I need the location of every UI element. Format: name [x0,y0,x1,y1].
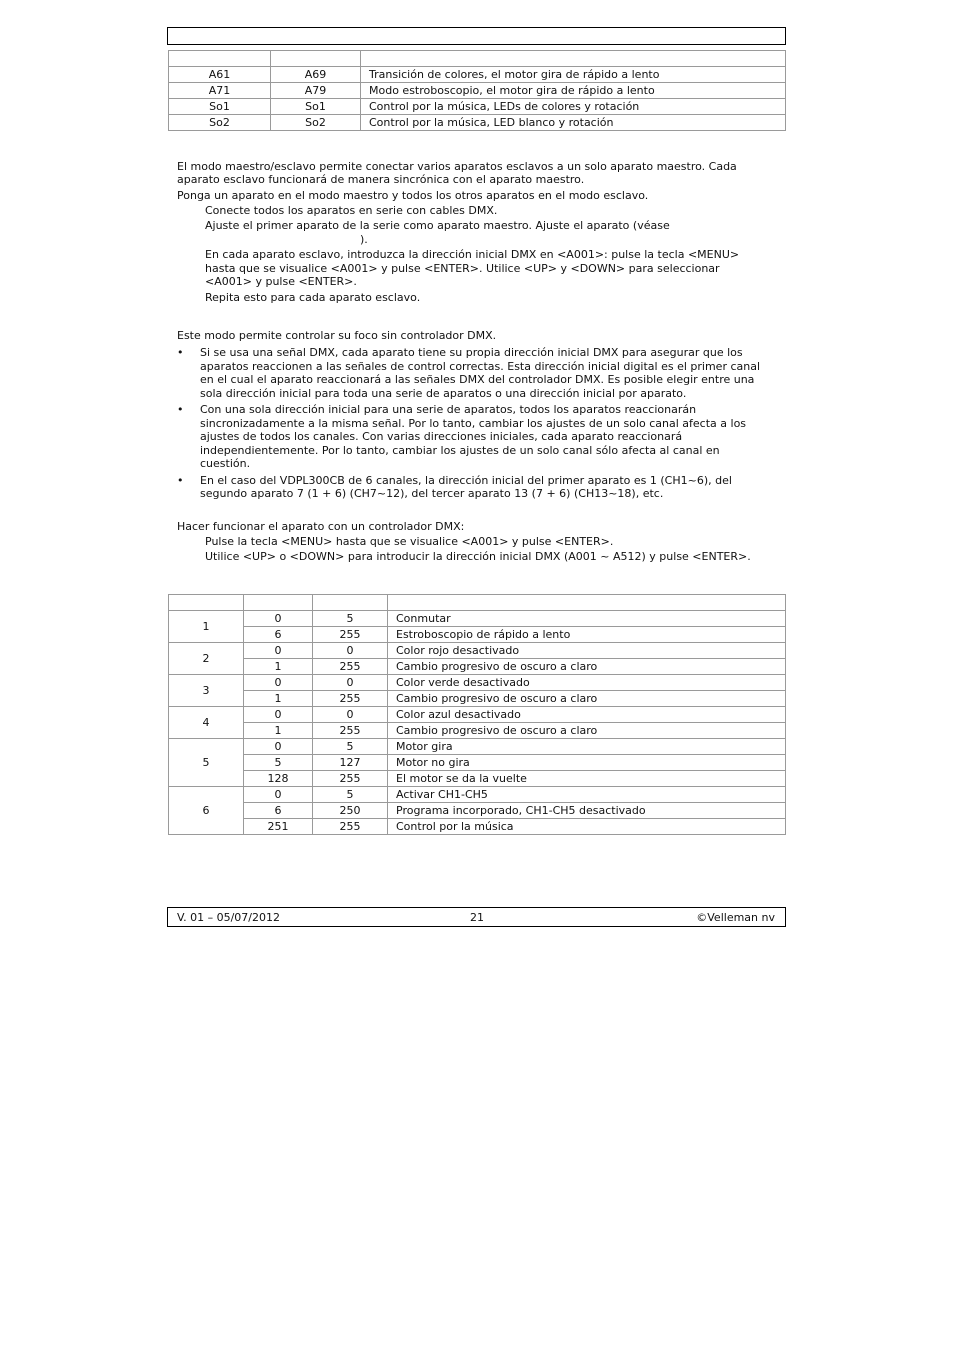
dmx-bullet-list [177,346,777,504]
table-cell: A61 [169,67,271,83]
table-row [169,99,786,115]
list-item [177,346,777,400]
table-cell: 0 [313,675,388,691]
table-row [169,739,786,755]
bullet-line: segundo aparato 7 (1 + 6) (CH7~12), del tercer aparato 13 (7 + 6) (CH13~18), etc. [200,487,664,500]
table-cell: 0 [244,675,313,691]
table-row [169,723,786,739]
table-cell: 0 [244,787,313,803]
table-row [169,755,786,771]
master-slave-intro-line-2: aparato esclavo funcionará de manera sincrónica con el aparato maestro. [177,173,585,186]
table-cell: 0 [313,643,388,659]
master-slave-intro-line-1: El modo maestro/esclavo permite conectar varios aparatos esclavos a un solo aparato maestro. Cada [177,160,737,173]
dmx-channels-table [168,594,786,835]
channel-cell: 3 [169,675,244,707]
controller-step-1: Pulse la tecla <MENU> hasta que se visualice <A001> y pulse <ENTER>. [205,535,614,548]
table-cell: 0 [244,739,313,755]
table-cell [169,595,244,611]
controller-step-2: Utilice <UP> o <DOWN> para introducir la dirección inicial DMX (A001 ~ A512) y pulse <ENTER>. [205,550,751,563]
table-cell: Conmutar [388,611,786,627]
table-cell: 5 [313,739,388,755]
bullet-line: Con una sola dirección inicial para una serie de aparatos, todos los aparatos reaccionarán [200,403,697,416]
footer-version: V. 01 – 05/07/2012 [177,911,280,924]
table-row [169,595,786,611]
bullet-icon: • [177,403,184,416]
table-cell: 0 [244,707,313,723]
table-cell: Estroboscopio de rápido a lento [388,627,786,643]
master-slave-step-3-line-3: <A001> y pulse <ENTER>. [205,275,357,288]
table-row [169,675,786,691]
table-cell: 255 [313,627,388,643]
table-cell: 0 [244,643,313,659]
table-cell [169,51,271,67]
table-cell [361,51,786,67]
table-cell [313,595,388,611]
channel-cell: 4 [169,707,244,739]
table-cell: Cambio progresivo de oscuro a claro [388,659,786,675]
channel-cell: 5 [169,739,244,787]
master-slave-step-3-line-1: En cada aparato esclavo, introduzca la dirección inicial DMX en <A001>: pulse la tecla <MENU> [205,248,740,261]
table-cell: 128 [244,771,313,787]
table-cell: 6 [244,627,313,643]
table-row [169,819,786,835]
footer-page-number: 21 [470,911,484,924]
master-slave-step-2-line-1: Ajuste el primer aparato de la serie como aparato maestro. Ajuste el aparato (véase [205,219,670,232]
table-cell: 255 [313,691,388,707]
table-row [169,803,786,819]
table-cell: 0 [244,611,313,627]
table-row [169,643,786,659]
channel-cell: 1 [169,611,244,643]
table-cell: A69 [271,67,361,83]
bullet-icon: • [177,473,184,487]
table-cell: 255 [313,819,388,835]
master-slave-step-1: Conecte todos los aparatos en serie con cables DMX. [205,204,498,217]
table-cell: So2 [169,115,271,131]
controller-intro: Hacer funcionar el aparato con un controlador DMX: [177,520,465,533]
table-cell: Color rojo desactivado [388,643,786,659]
table-cell: Cambio progresivo de oscuro a claro [388,691,786,707]
bullet-line: sincronizadamente a la misma señal. Por lo tanto, cambiar los ajustes de un solo canal afecta a los [200,416,747,430]
table-cell: 0 [313,707,388,723]
table-cell: Cambio progresivo de oscuro a claro [388,723,786,739]
master-slave-step-3-line-2: hasta que se visualice <A001> y pulse <ENTER>. Utilice <UP> y <DOWN> para seleccionar [205,262,720,275]
bullet-line: cuestión. [200,457,251,470]
bullet-line: Si se usa una señal DMX, cada aparato tiene su propia dirección inicial DMX para asegurar que los [200,346,743,359]
table-cell: So1 [271,99,361,115]
modes-table [168,50,786,131]
bullet-line: en el cual el aparato reaccionará a las señales DMX del controlador DMX. Es posible elegir entre una [200,373,755,386]
table-cell: 255 [313,659,388,675]
page-footer [167,907,786,927]
table-cell: 5 [244,755,313,771]
footer-company: ©Velleman nv [696,911,775,924]
channel-cell: 2 [169,643,244,675]
table-cell: So2 [271,115,361,131]
list-item [177,403,777,471]
table-cell: 6 [244,803,313,819]
table-cell: 250 [313,803,388,819]
table-cell: Motor no gira [388,755,786,771]
table-cell: 1 [244,659,313,675]
table-cell: Transición de colores, el motor gira de rápido a lento [361,67,786,83]
table-row [169,659,786,675]
table-row [169,771,786,787]
bullet-line: En el caso del VDPL300CB de 6 canales, la dirección inicial del primer aparato es 1 (CH1~6), del [200,473,732,487]
table-cell: Modo estroboscopio, el motor gira de rápido a lento [361,83,786,99]
table-cell: A79 [271,83,361,99]
table-cell: 1 [244,723,313,739]
table-cell: Control por la música [388,819,786,835]
dmx-intro: Este modo permite controlar su foco sin controlador DMX. [177,329,497,342]
table-cell [271,51,361,67]
table-row [169,83,786,99]
table-cell [388,595,786,611]
table-cell: El motor se da la vuelte [388,771,786,787]
master-slave-step-2-line-2: ). [360,233,368,246]
bullet-line: independientemente. Por lo tanto, cambiar los ajustes de un solo canal sólo afecta al canal en [200,443,720,457]
page-header-box [167,27,786,45]
list-item [177,474,777,501]
table-cell: 5 [313,787,388,803]
table-cell: A71 [169,83,271,99]
table-cell: 5 [313,611,388,627]
table-cell: Control por la música, LED blanco y rotación [361,115,786,131]
table-row [169,115,786,131]
table-cell: 255 [313,723,388,739]
master-slave-intro-line-3: Ponga un aparato en el modo maestro y todos los otros aparatos en el modo esclavo. [177,189,649,202]
table-cell: 127 [313,755,388,771]
table-row [169,627,786,643]
table-cell: Programa incorporado, CH1-CH5 desactivado [388,803,786,819]
table-row [169,691,786,707]
table-cell: Color verde desactivado [388,675,786,691]
table-row [169,67,786,83]
table-cell: Activar CH1-CH5 [388,787,786,803]
table-cell: Motor gira [388,739,786,755]
table-cell: Control por la música, LEDs de colores y rotación [361,99,786,115]
bullet-icon: • [177,346,184,359]
channel-cell: 6 [169,787,244,835]
bullet-line: ajustes de todos los canales. Con varias direcciones iniciales, cada aparato reaccionará [200,430,683,443]
table-cell: So1 [169,99,271,115]
table-row [169,787,786,803]
master-slave-step-4: Repita esto para cada aparato esclavo. [205,291,421,304]
table-row [169,611,786,627]
bullet-line: aparatos reaccionen a las señales de control correctas. Esta dirección inicial digital es el primer canal [200,359,761,373]
table-row [169,51,786,67]
table-cell [244,595,313,611]
table-cell: 255 [313,771,388,787]
table-cell: 1 [244,691,313,707]
table-cell: Color azul desactivado [388,707,786,723]
bullet-line: sola dirección inicial para toda una serie de aparatos o una dirección inicial por aparato. [200,386,687,400]
table-row [169,707,786,723]
table-cell: 251 [244,819,313,835]
